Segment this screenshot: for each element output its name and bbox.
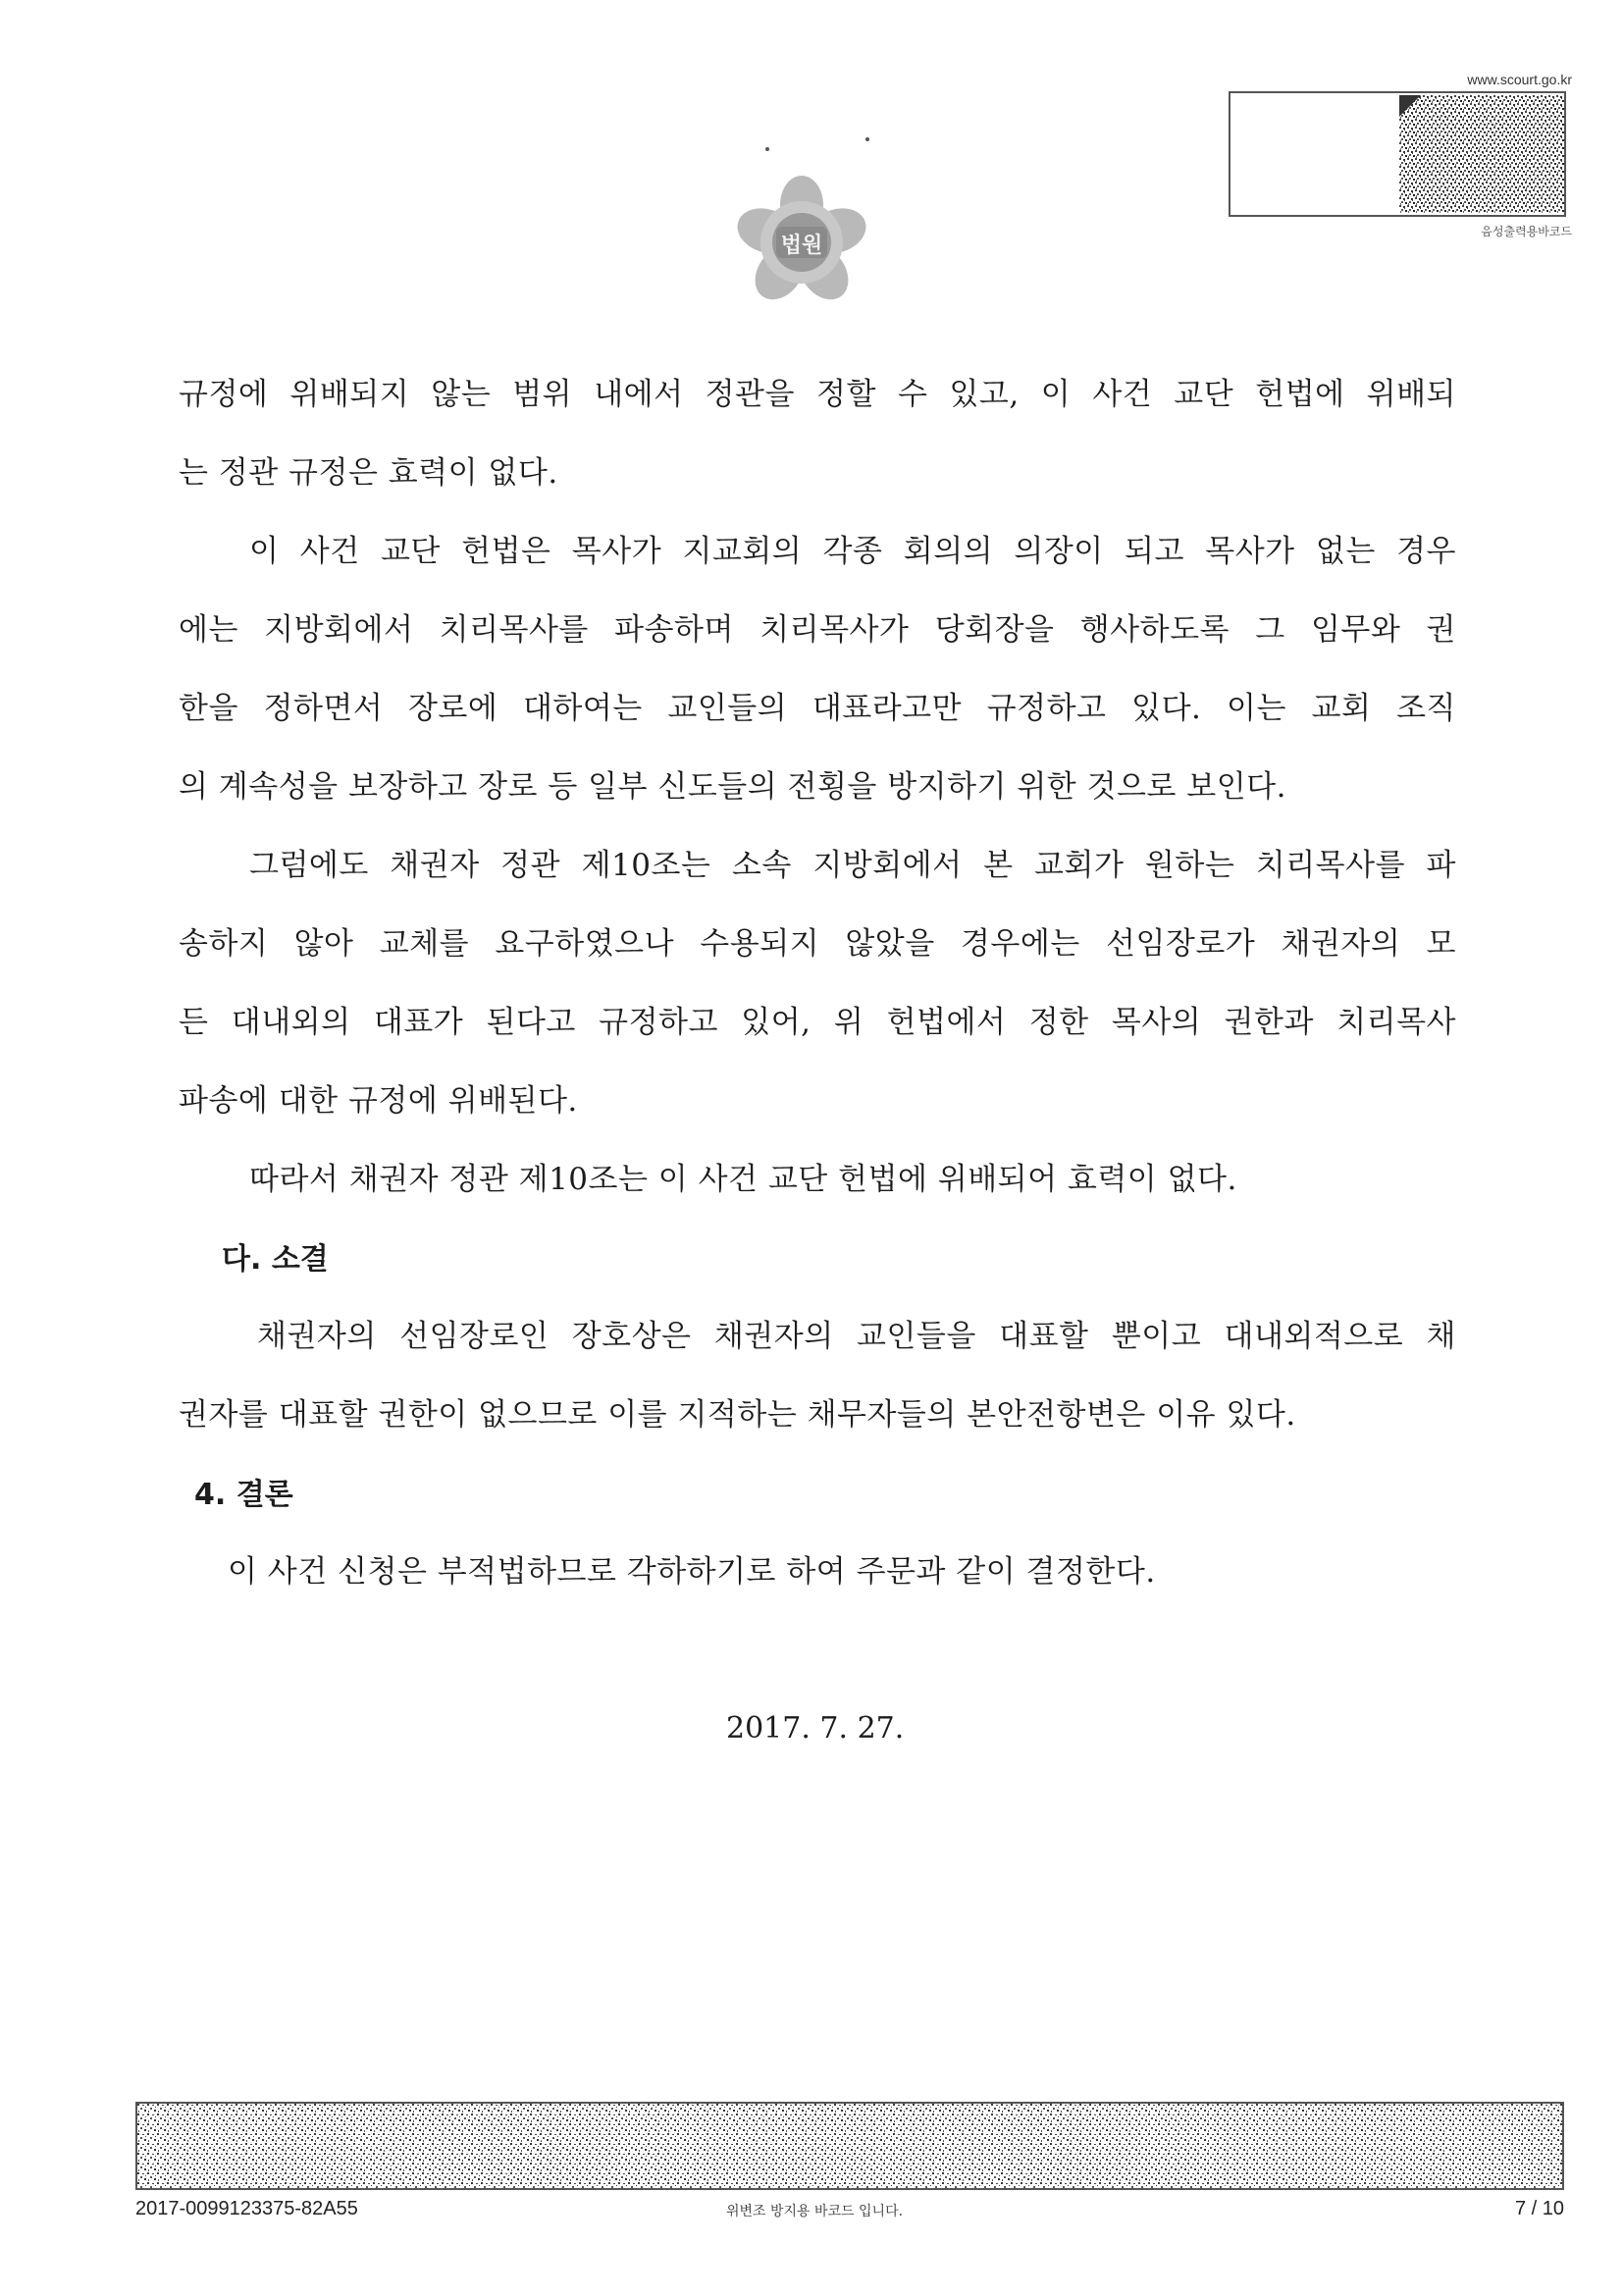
text-line: 송하지 않아 교체를 요구하였으나 수용되지 않았을 경우에는 선임장로가 채권자의 모	[179, 926, 1456, 962]
decision-date: 2017. 7. 27.	[726, 1711, 905, 1746]
text-line: 에는 지방회에서 치리목사를 파송하며 치리목사가 당회장을 행사하도록 그 임무와 권	[179, 612, 1456, 648]
text-line: 이 사건 교단 헌법은 목사가 지교회의 각종 회의의 의장이 되고 목사가 없는 경우	[249, 534, 1456, 569]
document-id: 2017-0099123375-82A55	[135, 2198, 358, 2219]
text-line: 권자를 대표할 권한이 없으므로 이를 지적하는 채무자들의 본안전항변은 이유 있다.	[179, 1397, 1296, 1433]
barcode-notice: 위변조 방지용 바코드 입니다.	[725, 2204, 904, 2219]
anti-forgery-barcode-icon	[135, 2102, 1564, 2190]
seal-text: 법원	[780, 234, 823, 258]
text-line: 한을 정하면서 장로에 대하여는 교인들의 대표라고만 규정하고 있다. 이는 교회 조직	[179, 691, 1456, 726]
text-line: 따라서 채권자 정관 제10조는 이 사건 교단 헌법에 위배되어 효력이 없다.	[249, 1162, 1237, 1197]
barcode-caption: 음성출력용바코드	[1481, 225, 1572, 238]
text-line: 이 사건 신청은 부적법하므로 각하하기로 하여 주문과 같이 결정한다.	[228, 1554, 1156, 1590]
text-line: 의 계속성을 보장하고 장로 등 일부 신도들의 전횡을 방지하기 위한 것으로 보인다.	[179, 769, 1286, 805]
section-heading-da: 다. 소결	[222, 1242, 329, 1277]
barcode-blank-area	[1230, 93, 1397, 215]
text-line: 규정에 위배되지 않는 범위 내에서 정관을 정할 수 있고, 이 사건 교단 헌법에 위배되	[179, 377, 1456, 412]
barcode-pattern-icon	[1399, 95, 1564, 213]
court-seal-icon	[728, 130, 875, 312]
text-line: 든 대내외의 대표가 된다고 규정하고 있어, 위 헌법에서 정한 목사의 권한과 치리목사	[179, 1005, 1456, 1040]
text-line: 는 정관 규정은 효력이 없다.	[179, 455, 558, 491]
page-number: 7 / 10	[1514, 2198, 1564, 2219]
text-line: 그럼에도 채권자 정관 제10조는 소속 지방회에서 본 교회가 원하는 치리목사를 파	[249, 848, 1456, 883]
text-line: 채권자의 선임장로인 장호상은 채권자의 교인들을 대표할 뿐이고 대내외적으로 채	[257, 1319, 1456, 1354]
section-heading-4: 4. 결론	[194, 1478, 293, 1512]
voice-output-barcode	[1229, 91, 1566, 217]
site-url: www.scourt.go.kr	[1467, 72, 1572, 87]
text-line: 파송에 대한 규정에 위배된다.	[179, 1083, 578, 1119]
